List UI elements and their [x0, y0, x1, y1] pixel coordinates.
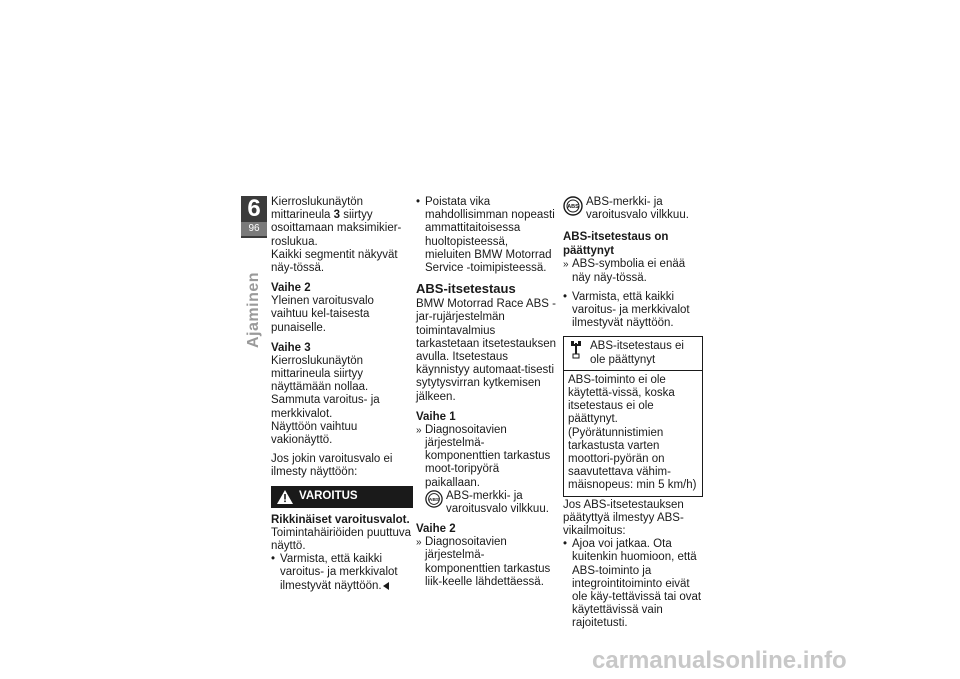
- abs-icon: [425, 490, 443, 508]
- info-box: [563, 336, 703, 496]
- paragraph: Kaikki segmentit näkyvät näy-tössä.: [271, 248, 398, 275]
- info-box-body: ABS-toiminto ei ole käytettä-vissä, koska itsetestaus ei ole päättynyt. (Pyörätunnistimien tarkastusta varten moottori-pyörän on saavutettava vähim-mäisnopeus: min 5 km/h): [568, 373, 697, 492]
- heading-abs-itsetestaus: ABS-itsetestaus: [416, 281, 516, 297]
- svg-text:ABS: ABS: [567, 204, 579, 210]
- warning-label: VAROITUS: [299, 490, 358, 503]
- icon-note: [416, 490, 556, 516]
- wrench-icon: [568, 340, 584, 360]
- info-box-title: ABS-itsetestaus ei ole päättynyt: [590, 340, 684, 366]
- paragraph: Yleinen varoitusvalo vaihtuu kel-taisesta punaiselle.: [271, 295, 374, 334]
- heading-vaihe-1: Vaihe 1: [416, 410, 456, 423]
- abs-icon: [563, 196, 583, 216]
- list-item: • Poistata vika mahdollisimman nopeasti ammattitaitoisessa huoltopisteessä, mieluiten BMW Motorrad Service -toimipisteessä.: [416, 196, 555, 275]
- svg-text:ABS: ABS: [428, 497, 440, 503]
- list-item: • Ajoa voi jatkaa. Ota kuitenkin huomioon, että ABS-toiminto ja integrointitoiminto eivät ole käy-tettävissä tai ovat käytettävissä vain rajoitetusti.: [563, 538, 702, 630]
- chapter-number: 6: [247, 195, 261, 222]
- warning-text: Toimintahäiriöiden puuttuva näyttö.: [271, 526, 412, 553]
- warning-banner: [271, 486, 413, 508]
- paragraph: Näyttöön vaihtuu vakionäyttö.: [271, 420, 358, 447]
- heading-abs-done: ABS-itsetestaus on päättynyt: [563, 231, 669, 258]
- end-mark-icon: [383, 582, 389, 590]
- warning-title: Rikkinäiset varoitusvalot.: [271, 513, 410, 526]
- paragraph: Kierroslukunäytön mittarineula siirtyy näyttämään nollaa.: [271, 354, 369, 394]
- paragraph: Sammuta varoitus- ja merkkivalot.: [271, 394, 380, 420]
- heading-vaihe-2: Vaihe 2: [416, 523, 456, 536]
- paragraph: Jos jokin varoitusvalo ei ilmesty näyttöön:: [271, 453, 393, 479]
- list-item: » Diagnosoitavien järjestelmä-komponenttien tarkastus moot-toripyörä paikallaan.: [416, 423, 551, 489]
- paragraph: Kierroslukunäytön mittarineula 3 siirtyy osoittamaan maksimikier-roslukua.: [271, 196, 402, 248]
- icon-note-text: ABS-merkki- ja varoitusvalo vilkkuu.: [446, 489, 549, 516]
- paragraph: BMW Motorrad Race ABS -jar-rujärjestelmän toimintavalmius tarkastetaan itsetestauksen avulla. Itsetestaus käynnistyy automaat-tisesti sytytysvirran kytkemisen jälkeen.: [416, 298, 556, 403]
- list-item: • Varmista, että kaikki varoitus- ja merkkivalot ilmestyvät näyttöön.: [563, 290, 690, 330]
- list-item: » ABS-symbolia ei enää näy näy-tössä.: [563, 258, 686, 284]
- icon-note-text: ABS-merkki- ja varoitusvalo vilkkuu.: [586, 196, 689, 222]
- section-label: Ajaminen: [245, 272, 262, 349]
- column-3: [563, 196, 703, 631]
- warning-icon: [271, 490, 299, 504]
- column-1: [271, 196, 413, 593]
- icon-note: [563, 196, 703, 222]
- page-number: 96: [241, 222, 267, 236]
- heading-vaihe-3: Vaihe 3: [271, 341, 311, 354]
- chapter-tab: [241, 196, 267, 238]
- list-item: • Varmista, että kaikki varoitus- ja merkkivalot ilmestyvät näyttöön.: [271, 553, 398, 592]
- list-item: » Diagnosoitavien järjestelmä-komponenttien tarkastus liik-keelle lähdettäessä.: [416, 536, 551, 588]
- heading-vaihe-2: Vaihe 2: [271, 282, 311, 295]
- paragraph: Jos ABS-itsetestauksen päätyttyä ilmestyy ABS-vikailmoitus:: [563, 498, 684, 538]
- info-box-header: [564, 337, 702, 370]
- watermark: carmanualsonline.info: [592, 647, 847, 674]
- column-2: [416, 196, 556, 589]
